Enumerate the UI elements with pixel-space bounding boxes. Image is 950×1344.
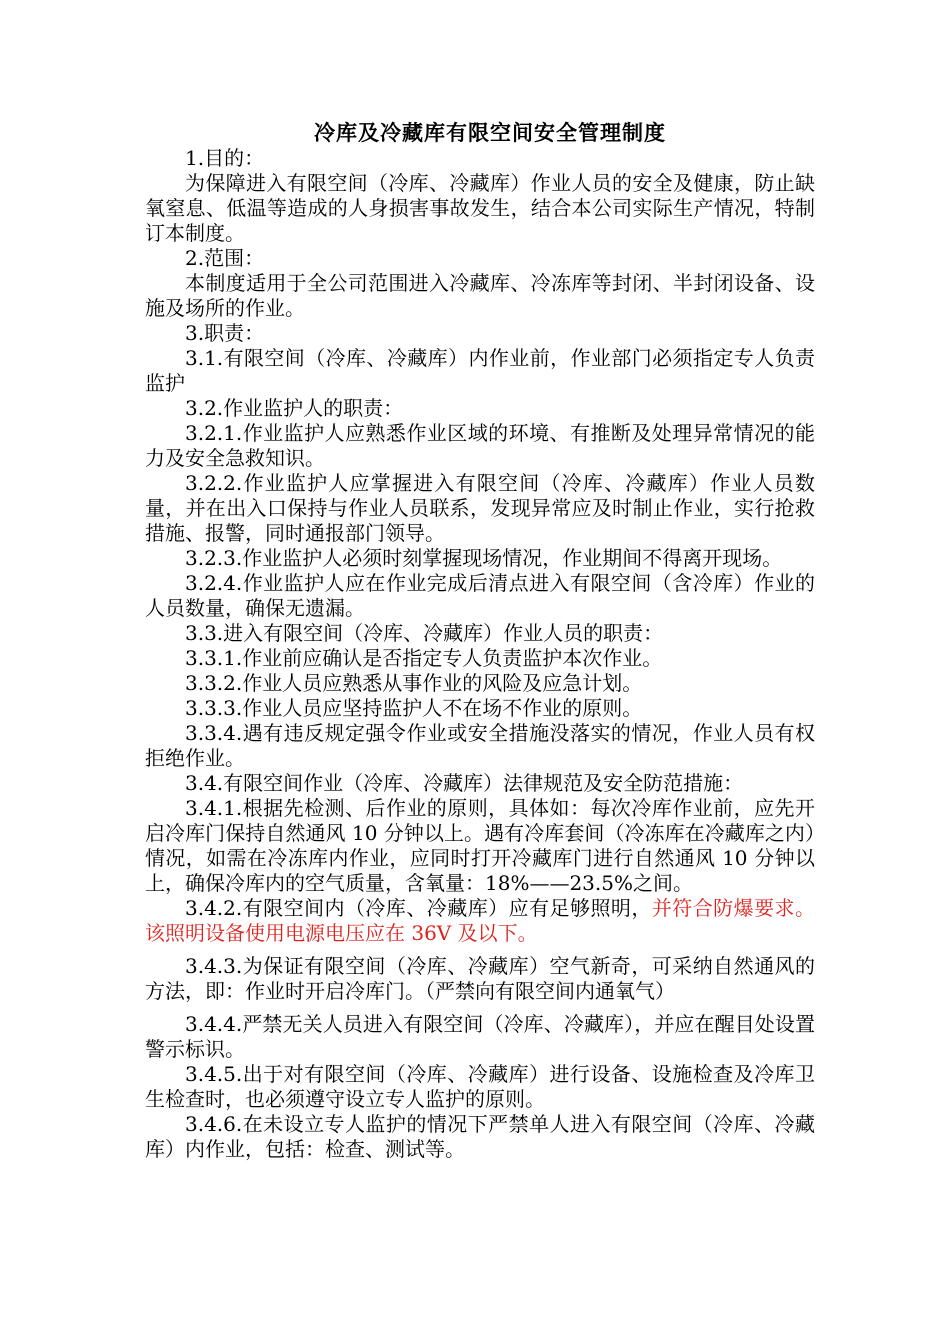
paragraph-purpose-heading: 1.目的： (185, 146, 265, 170)
paragraph-3-4-2-text: 3.4.2.有限空间内（冷库、冷藏库）应有足够照明， (185, 896, 652, 920)
paragraph-3-2-2: 3.2.2.作业监护人应掌握进入有限空间（冷库、冷藏库）作业人员数量，并在出入口保持与作业人员联系，发现异常应及时制止作业，实行抢救措施、报警，同时通报部门领导。 (145, 471, 815, 545)
paragraph-3-4-2-highlight: 并符合防爆要求。该照明设备使用电源电压应在 36V 及以下。 (145, 896, 815, 945)
paragraph-3-3: 3.3.进入有限空间（冷库、冷藏库）作业人员的职责： (185, 621, 664, 645)
paragraph-scope-heading: 2.范围： (185, 246, 265, 270)
paragraph-3-4-1: 3.4.1.根据先检测、后作业的原则，具体如：每次冷库作业前，应先开启冷库门保持自然通风 10 分钟以上。遇有冷库套间（冷冻库在冷藏库之内）情况，如需在冷冻库内作业，应同时打开冷藏库门进行自然通风 10 分钟以上，确保冷库内的空气质量，含氧量：18%——23.5%之间。 (145, 796, 815, 895)
paragraph-3-3-2: 3.3.2.作业人员应熟悉从事作业的风险及应急计划。 (185, 671, 643, 695)
paragraph-3-3-3: 3.3.3.作业人员应坚持监护人不在场不作业的原则。 (185, 696, 643, 720)
paragraph-purpose-body: 为保障进入有限空间（冷库、冷藏库）作业人员的安全及健康，防止缺氧窒息、低温等造成的人身损害事故发生，结合本公司实际生产情况，特制订本制度。 (145, 171, 815, 245)
paragraph-3-4-6: 3.4.6.在未设立专人监护的情况下严禁单人进入有限空间（冷库、冷藏库）内作业，包括：检查、测试等。 (145, 1112, 815, 1161)
paragraph-3-4-3: 3.4.3.为保证有限空间（冷库、冷藏库）空气新奇，可采纳自然通风的方法，即：作业时开启冷库门。（严禁向有限空间内通氧气） (145, 954, 815, 1003)
paragraph-3-4-2 (145, 896, 815, 946)
paragraph-3-4-4: 3.4.4.严禁无关人员进入有限空间（冷库、冷藏库），并应在醒目处设置警示标识。 (145, 1012, 815, 1061)
document-title: 冷库及冷藏库有限空间安全管理制度 (314, 120, 666, 145)
document-body (145, 120, 815, 1162)
paragraph-3-3-1: 3.3.1.作业前应确认是否指定专人负责监护本次作业。 (185, 646, 663, 670)
paragraph-3-3-4: 3.3.4.遇有违反规定强令作业或安全措施没落实的情况，作业人员有权拒绝作业。 (145, 721, 815, 770)
paragraph-duties-heading: 3.职责： (185, 321, 265, 345)
paragraph-3-2-4: 3.2.4.作业监护人应在作业完成后清点进入有限空间（含冷库）作业的人员数量，确保无遗漏。 (145, 571, 815, 620)
paragraph-3-2-1: 3.2.1.作业监护人应熟悉作业区域的环境、有推断及处理异常情况的能力及安全急救知识。 (145, 421, 815, 470)
paragraph-3-2: 3.2.作业监护人的职责： (185, 396, 404, 420)
paragraph-scope-body: 本制度适用于全公司范围进入冷藏库、冷冻库等封闭、半封闭设备、设施及场所的作业。 (145, 271, 815, 320)
paragraph-3-4-5: 3.4.5.出于对有限空间（冷库、冷藏库）进行设备、设施检查及冷库卫生检查时，也必须遵守设立专人监护的原则。 (145, 1062, 815, 1111)
paragraph-3-2-3: 3.2.3.作业监护人必须时刻掌握现场情况，作业期间不得离开现场。 (185, 546, 783, 570)
paragraph-3-1: 3.1.有限空间（冷库、冷藏库）内作业前，作业部门必须指定专人负责监护 (145, 346, 815, 395)
paragraph-3-4: 3.4.有限空间作业（冷库、冷藏库）法律规范及安全防范措施： (185, 771, 744, 795)
